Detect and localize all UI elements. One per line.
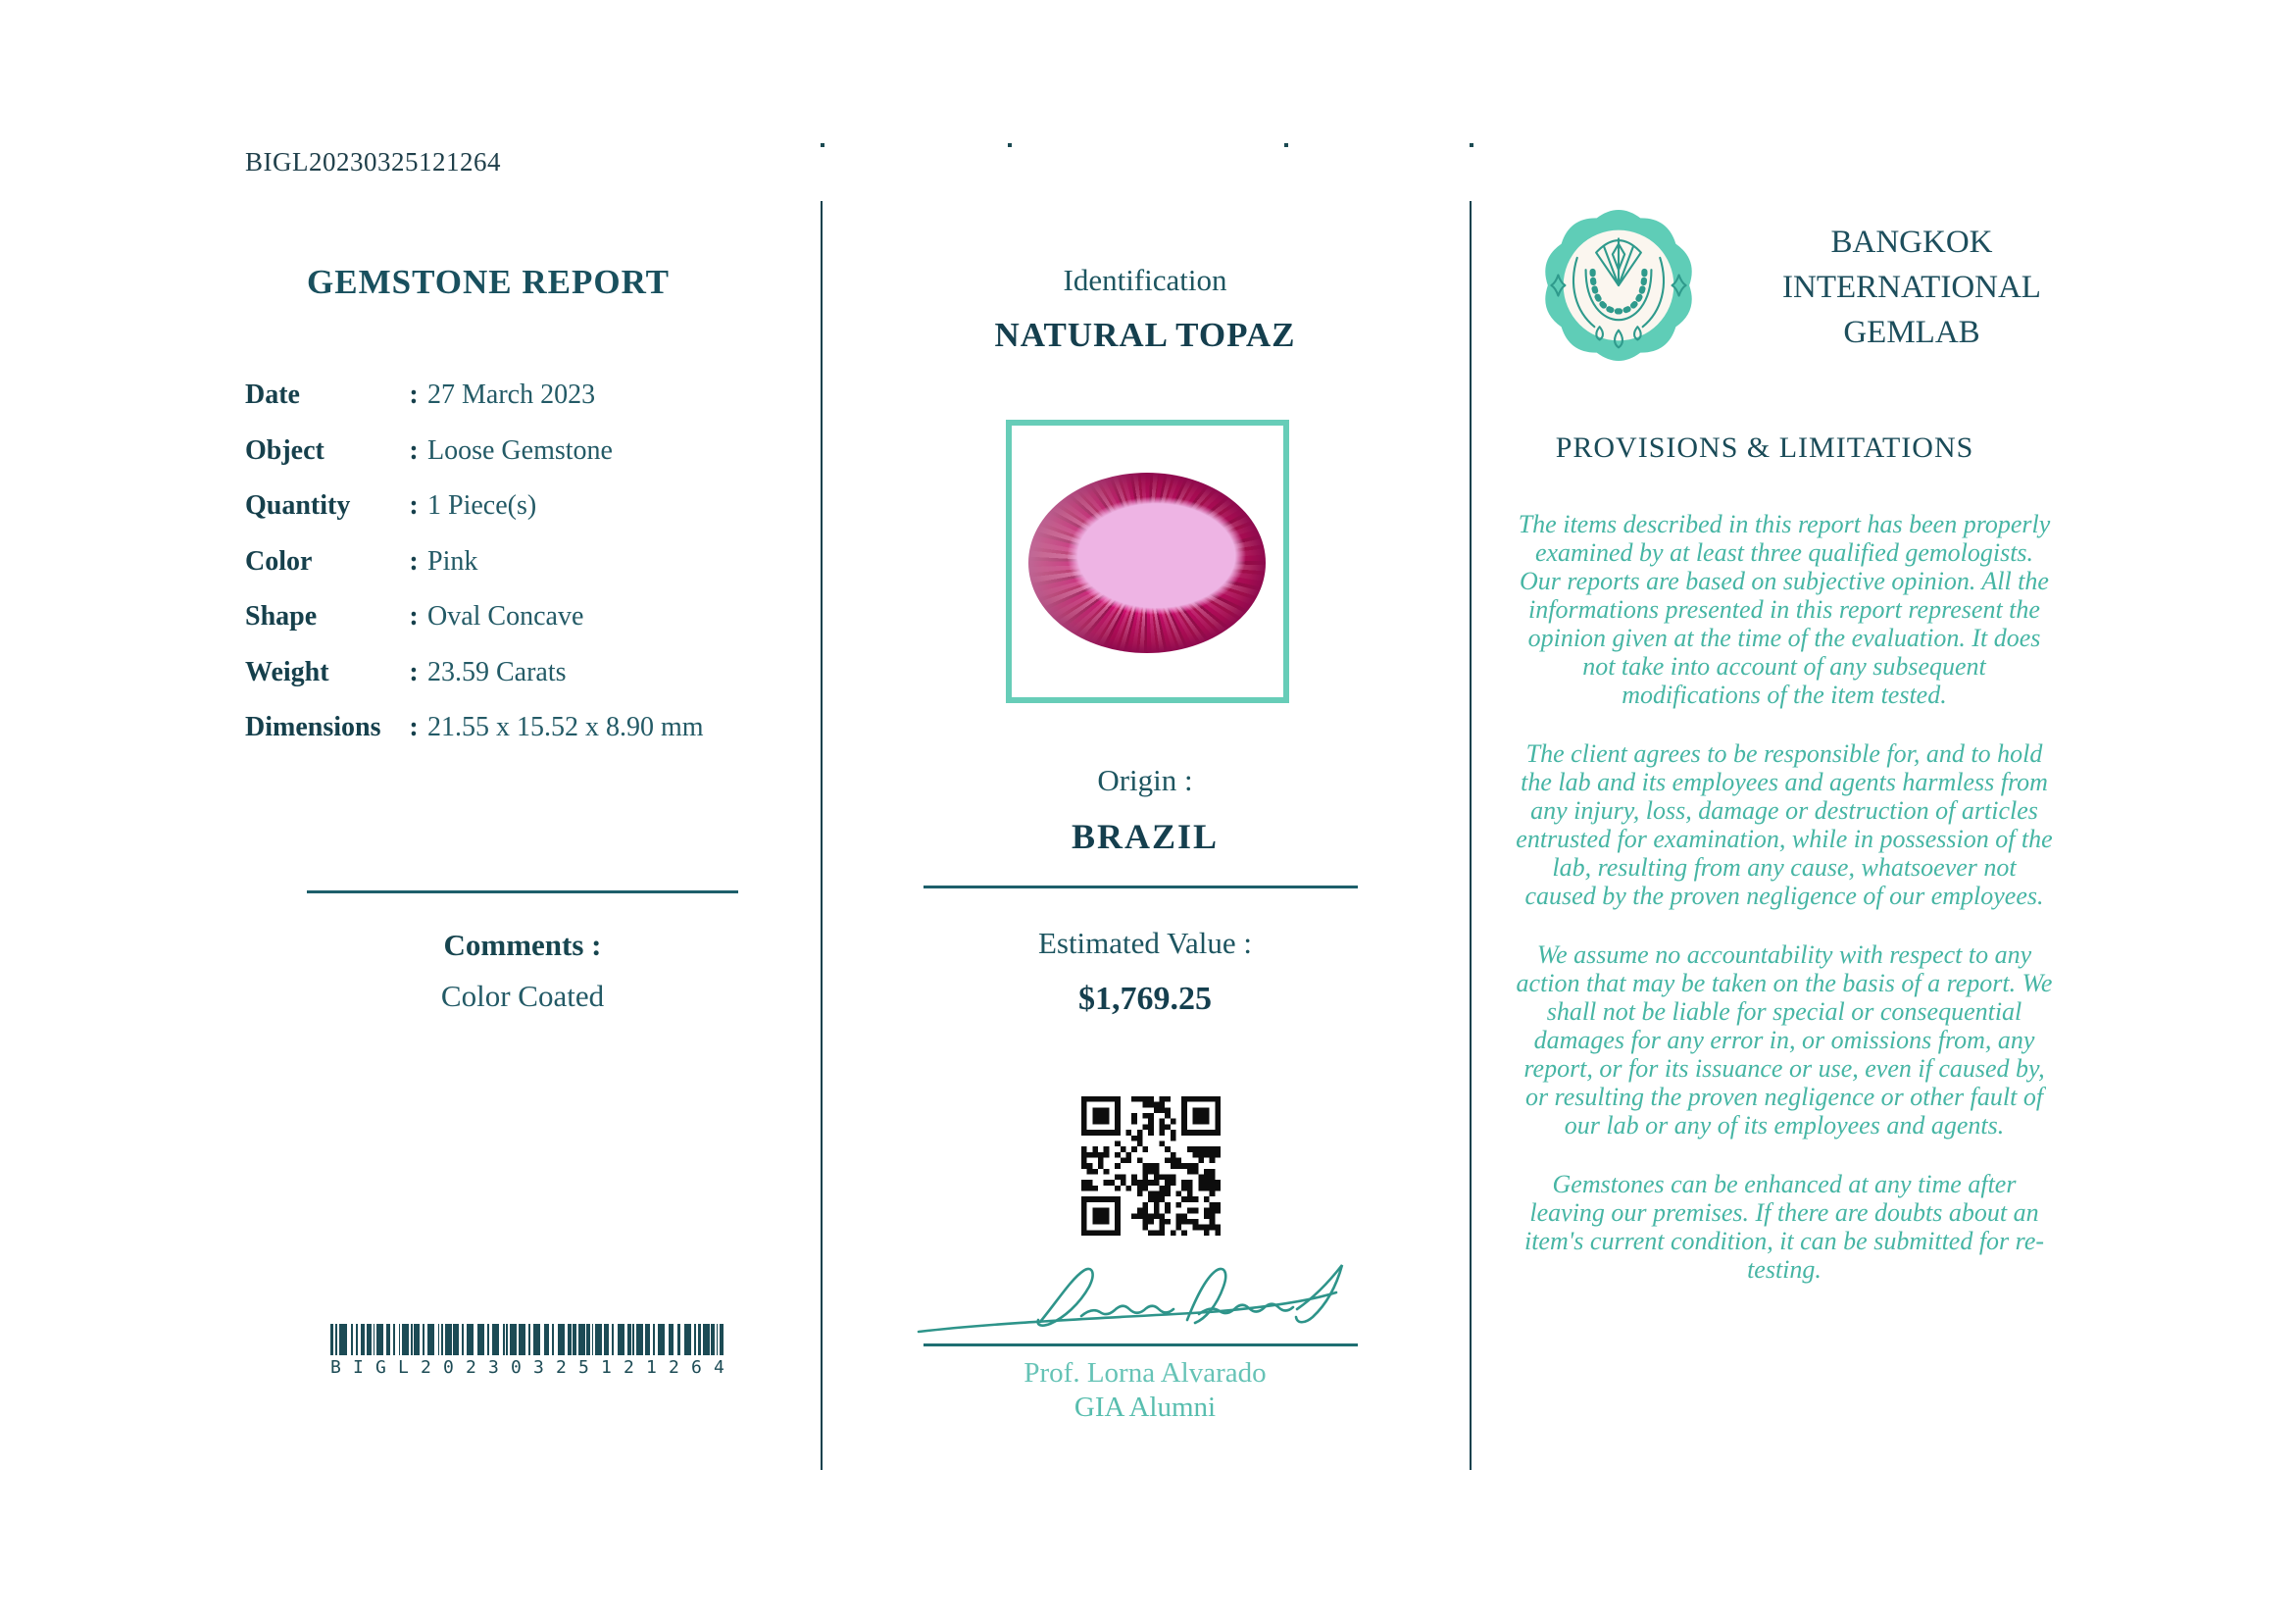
- lab-name-line: GEMLAB: [1843, 315, 1980, 350]
- field-value: Oval Concave: [427, 601, 584, 632]
- field-colon: :: [409, 380, 419, 410]
- field-label: Dimensions: [245, 712, 381, 742]
- field-colon: :: [409, 545, 419, 577]
- provision-paragraph: We assume no accountability with respect to any action that may be taken on the basis of a report. We shall not be liable for special or consequential damages for any error in, or omissions from, any report, or for its issuance or use, even if caused by, or resulting the proven negligence or other fault of our lab or any of its employees and agents.: [1516, 940, 2053, 1140]
- field-row-dimensions: [245, 711, 755, 744]
- lab-name: [1721, 220, 2103, 355]
- registration-dot: [1470, 143, 1473, 147]
- field-value: 21.55 x 15.52 x 8.90 mm: [427, 712, 704, 742]
- comments-label: Comments :: [443, 928, 602, 962]
- lab-name-line: INTERNATIONAL: [1782, 270, 2041, 305]
- field-colon: :: [409, 490, 419, 521]
- estimated-value-amount: $1,769.25: [1078, 981, 1212, 1017]
- field-colon: :: [409, 601, 419, 632]
- field-row-quantity: [245, 489, 755, 523]
- identification-heading: Identification: [1063, 263, 1227, 297]
- barcode: [330, 1324, 724, 1378]
- registration-dot: [1008, 143, 1012, 147]
- barcode-text: B I G L 2 0 2 3 0 3 2 5 1 2 1 2 6 4: [330, 1357, 724, 1378]
- field-colon: :: [409, 434, 419, 466]
- field-colon: :: [409, 712, 419, 742]
- report-title: GEMSTONE REPORT: [307, 263, 670, 301]
- field-label: Object: [245, 434, 324, 466]
- field-value: Pink: [427, 545, 478, 577]
- origin-value: BRAZIL: [1071, 817, 1220, 856]
- field-row-object: [245, 434, 755, 468]
- signature: [915, 1257, 1364, 1343]
- field-label: Color: [245, 545, 313, 577]
- field-row-shape: [245, 600, 755, 633]
- qr-code: [1081, 1096, 1221, 1236]
- provision-paragraph: Gemstones can be enhanced at any time after leaving our premises. If there are doubts about an item's current condition, it can be submitted for re-testing.: [1523, 1170, 2045, 1284]
- identification-name: NATURAL TOPAZ: [994, 316, 1296, 354]
- field-label: Weight: [245, 656, 329, 687]
- provisions-title: PROVISIONS & LIMITATIONS: [1555, 431, 1974, 464]
- field-colon: :: [409, 656, 419, 687]
- report-fields: [245, 379, 755, 767]
- signer-name: Prof. Lorna Alvarado: [1023, 1357, 1267, 1389]
- origin-divider: [923, 886, 1358, 888]
- field-value: 27 March 2023: [427, 380, 596, 410]
- gemstone-photo-frame: [1006, 420, 1289, 703]
- field-value: Loose Gemstone: [427, 434, 613, 466]
- provision-paragraph: The client agrees to be responsible for, and to hold the lab and its employees and agents harmless from any injury, loss, damage or destruction of articles entrusted for examination, while in possession of the lab, resulting from any cause, whatsoever not caused by the proven negligence of our employees.: [1516, 739, 2053, 910]
- field-value: 1 Piece(s): [427, 490, 537, 521]
- field-row-color: [245, 545, 755, 579]
- field-label: Quantity: [245, 490, 351, 521]
- registration-dot: [1284, 143, 1288, 147]
- fold-divider-right: [1470, 201, 1472, 1470]
- provision-paragraph: The items described in this report has been properly examined by at least three qualified gemologists. Our reports are based on subjective opinion. All the informations presented in this report represent the opinion given at the time of the evaluation. It does not take into account of any subsequent modifications of the item tested.: [1518, 510, 2051, 709]
- field-row-weight: [245, 656, 755, 689]
- signer-title: GIA Alumni: [1073, 1392, 1217, 1423]
- provisions-text: [1516, 510, 2053, 1314]
- fold-divider-left: [821, 201, 823, 1470]
- lab-name-line: BANGKOK: [1830, 225, 1993, 260]
- gemstone-photo: [1028, 473, 1266, 653]
- comments-value: Color Coated: [440, 979, 605, 1013]
- barcode-bars: [330, 1324, 724, 1355]
- field-label: Shape: [245, 601, 318, 632]
- signature-divider: [923, 1343, 1358, 1346]
- report-number: BIGL20230325121264: [245, 147, 501, 177]
- gemlab-logo: [1532, 199, 1705, 372]
- field-value: 23.59 Carats: [427, 656, 567, 687]
- comments-divider: [307, 890, 738, 893]
- field-label: Date: [245, 380, 300, 410]
- estimated-value-label: Estimated Value :: [1037, 926, 1253, 960]
- field-row-date: [245, 379, 755, 412]
- origin-label: Origin :: [1097, 763, 1193, 797]
- registration-dot: [821, 143, 824, 147]
